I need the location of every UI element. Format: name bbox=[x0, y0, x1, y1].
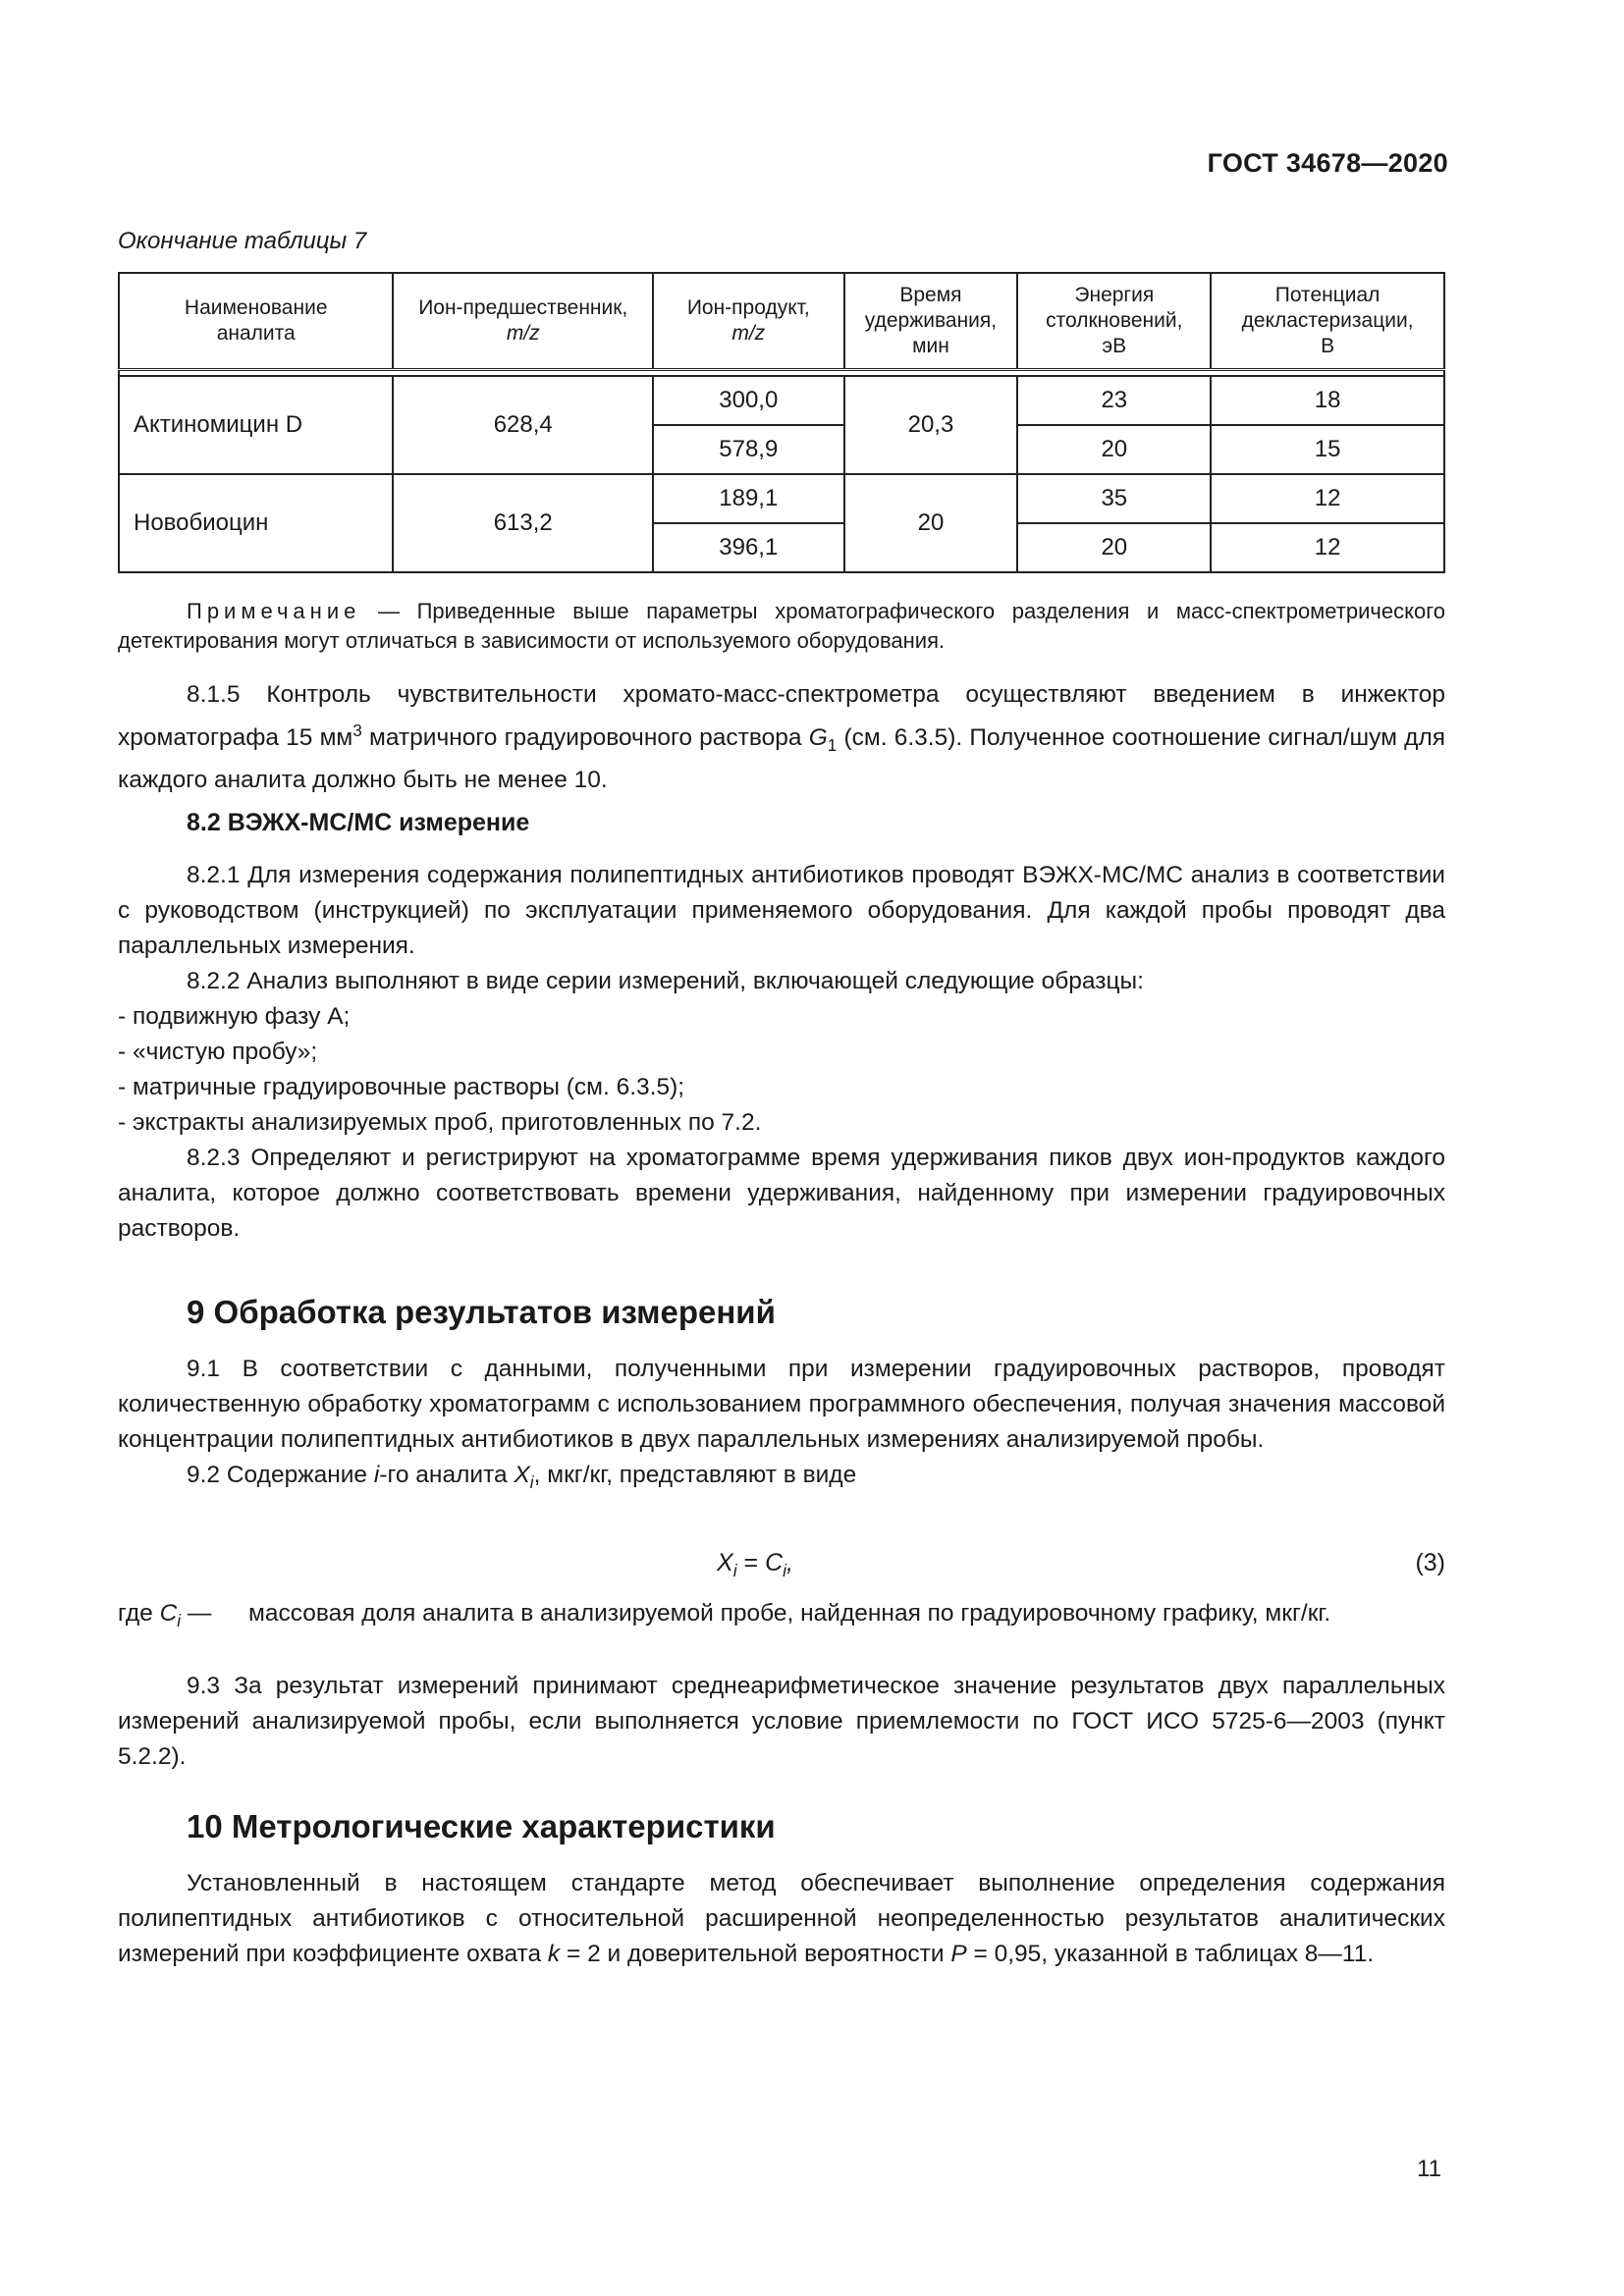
paragraph-8-2-2: 8.2.2 Анализ выполняют в виде серии измерений, включающей следующие образцы: bbox=[187, 968, 1144, 994]
note-text: — Приведенные выше параметры хроматографического разделения и масс-спектрометрического детектирования могут отличаться в зависимости от используемого оборудования. bbox=[118, 599, 1445, 653]
formula-3 bbox=[118, 1549, 1445, 1588]
table-row bbox=[119, 376, 1444, 425]
table-row bbox=[119, 474, 1444, 523]
potential-cell: 12 bbox=[1211, 474, 1444, 523]
formula-expression: $X_i = C_i$, bbox=[717, 1549, 793, 1580]
column-header-energy: Энергия столкновений, эВ bbox=[1017, 273, 1211, 370]
table-note bbox=[118, 597, 1445, 656]
paragraph-8-2-1: 8.2.1 Для измерения содержания полипептидных антибиотиков проводят ВЭЖХ-МС/МС анализ в соответствии с руководством (инструкцией) по эксплуатации применяемого оборудования. Для каждой пробы проводят два параллельных измерения. bbox=[118, 862, 1445, 959]
list-item: - подвижную фазу А; bbox=[118, 1003, 351, 1030]
analyte-cell: Актиномицин D bbox=[119, 376, 393, 474]
precursor-cell: 628,4 bbox=[393, 376, 653, 474]
precursor-cell: 613,2 bbox=[393, 474, 653, 572]
note-label: Примечание bbox=[187, 599, 361, 623]
section-heading-10: 10 Метрологические характеристики bbox=[187, 1808, 776, 1844]
retention-cell: 20 bbox=[844, 474, 1018, 572]
table-header-row bbox=[119, 273, 1444, 370]
product-cell: 578,9 bbox=[653, 425, 844, 474]
energy-cell: 35 bbox=[1017, 474, 1211, 523]
paragraph-9-1: 9.1 В соответствии с данными, полученными при измерении градуировочных растворов, проводят количественную обработку хроматограмм с использованием программного обеспечения, получая значения массовой концентрации полипептидных антибиотиков в двух параллельных измерениях анализируемой пробы. bbox=[118, 1356, 1445, 1453]
section-8-2-body bbox=[118, 858, 1445, 1247]
potential-cell: 18 bbox=[1211, 376, 1444, 425]
list-item: - экстракты анализируемых проб, приготовленных по 7.2. bbox=[118, 1109, 762, 1136]
legend-text: массовая доля аналита в анализируемой пробе, найденная по градуировочному графику, мкг/кг. bbox=[248, 1600, 1331, 1627]
column-header-analyte: Наименование аналита bbox=[119, 273, 393, 370]
paragraph-8-1-5: 8.1.5 Контроль чувствительности хромато-масс-спектрометра осуществляют введением в инжектор хроматографа 15 $мм^3$ матричного градуировочного раствора $G_1$ (см. 6.3.5). Полученное соотношение сигнал/шум для каждого аналита должно быть не менее 10. bbox=[118, 681, 1446, 794]
subsection-heading-8-2: 8.2 ВЭЖХ-МС/МС измерение bbox=[187, 809, 530, 836]
potential-cell: 15 bbox=[1211, 425, 1444, 474]
product-cell: 189,1 bbox=[653, 474, 844, 523]
legend-symbol: где $C_i$ — bbox=[118, 1600, 212, 1630]
section-9-body bbox=[118, 1352, 1445, 1500]
potential-cell: 12 bbox=[1211, 523, 1444, 572]
list-item: - матричные градуировочные растворы (см. 6.3.5); bbox=[118, 1074, 685, 1100]
standard-header: ГОСТ 34678—2020 bbox=[1207, 148, 1448, 178]
column-header-product: Ион-продукт, m/z bbox=[653, 273, 844, 370]
page-number: 11 bbox=[1417, 2156, 1441, 2182]
results-table bbox=[118, 272, 1445, 573]
product-cell: 300,0 bbox=[653, 376, 844, 425]
formula-legend bbox=[118, 1596, 1445, 1667]
paragraph-8-2-3: 8.2.3 Определяют и регистрируют на хроматограмме время удерживания пиков двух ион-продуктов каждого аналита, которое должно соответствовать времени удерживания, найденному при измерении градуировочных растворов. bbox=[118, 1145, 1445, 1242]
column-header-retention: Время удерживания, мин bbox=[844, 273, 1018, 370]
paragraph-9-2: 9.2 Содержание i-го аналита $X_i$, мкг/кг, представляют в виде bbox=[187, 1462, 857, 1492]
section-heading-9: 9 Обработка результатов измерений bbox=[187, 1294, 776, 1330]
analyte-cell: Новобиоцин bbox=[119, 474, 393, 572]
product-cell: 396,1 bbox=[653, 523, 844, 572]
energy-cell: 20 bbox=[1017, 425, 1211, 474]
energy-cell: 23 bbox=[1017, 376, 1211, 425]
table-caption: Окончание таблицы 7 bbox=[118, 228, 367, 254]
column-header-potential: Потенциал декластеризации, В bbox=[1211, 273, 1444, 370]
paragraph-9-3: 9.3 За результат измерений принимают среднеарифметическое значение результатов двух параллельных измерений анализируемой пробы, если выполняется условие приемлемости по ГОСТ ИСО 5725-6—2003 (пункт 5.2.2). bbox=[118, 1673, 1445, 1770]
paragraph-10: Установленный в настоящем стандарте метод обеспечивает выполнение определения содержания полипептидных антибиотиков с относительной расширенной неопределенностью результатов аналитических измерений при коэффициенте охвата k = 2 и доверительной вероятности P = 0,95, указанной в таблицах 8—11. bbox=[118, 1870, 1445, 1967]
column-header-precursor: Ион-предшественник, m/z bbox=[393, 273, 653, 370]
formula-number: (3) bbox=[1415, 1549, 1445, 1576]
retention-cell: 20,3 bbox=[844, 376, 1018, 474]
energy-cell: 20 bbox=[1017, 523, 1211, 572]
list-item: - «чистую пробу»; bbox=[118, 1039, 318, 1065]
